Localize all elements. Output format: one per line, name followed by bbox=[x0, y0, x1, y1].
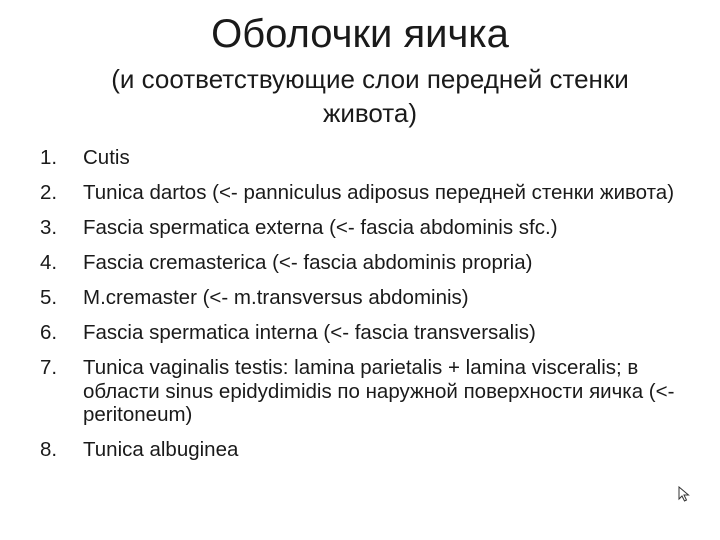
list-item-text: Tunica vaginalis testis: lamina parietalis + lamina visceralis; в области sinus epidydimidis по наружной поверхности яичка (<- peritoneum) bbox=[83, 356, 675, 426]
list-item bbox=[40, 286, 680, 310]
list-item bbox=[40, 356, 680, 427]
list-item-number: 6. bbox=[40, 321, 58, 344]
list-item bbox=[40, 251, 680, 275]
list-item-number: 3. bbox=[40, 216, 58, 239]
list-item bbox=[40, 181, 680, 205]
list-item-number: 8. bbox=[40, 438, 58, 461]
list-item-text: Fascia spermatica externa (<- fascia abdominis sfc.) bbox=[83, 216, 558, 239]
list-item bbox=[40, 216, 680, 240]
list-item-text: Tunica dartos (<- panniculus adiposus передней стенки живота) bbox=[83, 181, 675, 204]
layers-list bbox=[40, 146, 680, 473]
list-item-text: Tunica albuginea bbox=[83, 438, 239, 461]
list-item-number: 2. bbox=[40, 181, 58, 204]
list-item-number: 7. bbox=[40, 356, 58, 379]
mouse-pointer-icon bbox=[678, 486, 692, 502]
list-item-text: Cutis bbox=[83, 146, 130, 169]
list-item-number: 5. bbox=[40, 286, 58, 309]
list-item bbox=[40, 321, 680, 345]
slide-title: Оболочки яичка bbox=[211, 12, 509, 56]
slide-subtitle: (и соответствующие слои передней стенки живота) bbox=[111, 64, 629, 128]
list-item-text: Fascia cremasterica (<- fascia abdominis propria) bbox=[83, 251, 533, 274]
list-item-number: 4. bbox=[40, 251, 58, 274]
list-item bbox=[40, 146, 680, 170]
list-item-text: Fascia spermatica interna (<- fascia transversalis) bbox=[83, 321, 536, 344]
list-item-number: 1. bbox=[40, 146, 58, 169]
list-item-text: M.cremaster (<- m.transversus abdominis) bbox=[83, 286, 469, 309]
list-item bbox=[40, 438, 680, 462]
